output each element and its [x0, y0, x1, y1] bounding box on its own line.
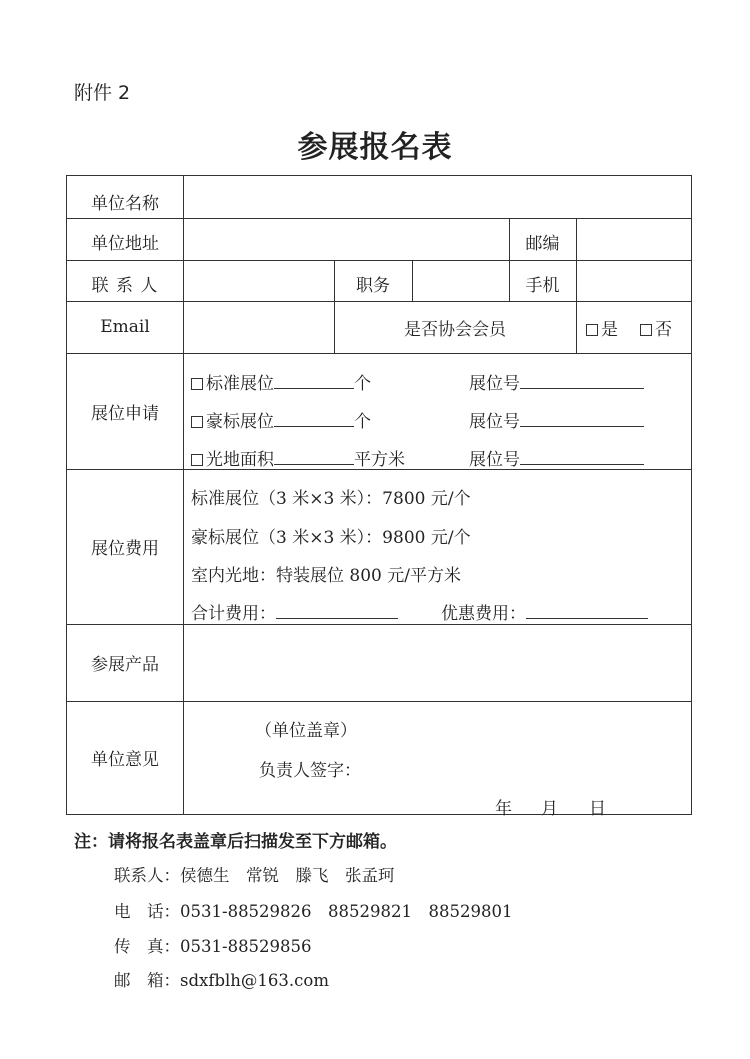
quantity-blank[interactable] [274, 370, 354, 389]
no-label: 否 [655, 319, 672, 340]
checkbox-icon[interactable] [191, 378, 203, 390]
date-month: 月 [541, 799, 558, 819]
member-yes-checkbox[interactable] [586, 315, 618, 340]
contact-label: 传 真： [114, 937, 180, 956]
email-link[interactable]: sdxfblh@163.com [180, 971, 329, 990]
fee-total-blank[interactable] [276, 600, 398, 619]
booth-number-label: 展位号 [469, 450, 520, 470]
label-booth-apply: 展位申请 [91, 403, 159, 424]
checkbox-icon[interactable] [191, 416, 203, 428]
contact-line-fax [114, 933, 312, 957]
checkbox-icon [586, 324, 598, 336]
booth-option-deluxe [191, 407, 371, 432]
date-year: 年 [495, 799, 512, 819]
seal-note: （单位盖章） [255, 721, 357, 741]
label-booth-fee: 展位费用 [91, 539, 159, 559]
contact-value: 0531-88529826 88529821 88529801 [180, 902, 513, 921]
checkbox-icon [640, 324, 652, 336]
fee-total [191, 599, 398, 624]
checkbox-icon[interactable] [191, 454, 203, 466]
booth-number-label: 展位号 [469, 374, 520, 394]
position-field[interactable] [413, 260, 509, 301]
postcode-field[interactable] [577, 218, 691, 260]
booth-number-deluxe [469, 407, 644, 432]
fee-standard: 标准展位（3 米×3 米）：7800 元/个 [191, 489, 471, 509]
fee-discount-label: 优惠费用： [441, 604, 526, 624]
contact-label: 电 话： [114, 902, 180, 921]
booth-option-raw-space [191, 445, 405, 470]
fee-discount [441, 599, 648, 624]
booth-number-raw-space [469, 445, 644, 470]
date-day: 日 [589, 799, 606, 819]
booth-number-label: 展位号 [469, 412, 520, 432]
fee-deluxe: 豪标展位（3 米×3 米）：9800 元/个 [191, 528, 471, 548]
mobile-field[interactable] [577, 260, 691, 301]
member-no-checkbox[interactable] [640, 315, 672, 340]
label-mobile: 手机 [525, 276, 560, 296]
contact-label: 联系人： [114, 866, 180, 885]
booth-number-standard [469, 369, 644, 394]
products-field[interactable] [184, 624, 691, 701]
member-choice [586, 301, 686, 353]
booth-option-label: 光地面积 [206, 450, 274, 470]
contact-person-field[interactable] [184, 260, 334, 301]
label-unit-name: 单位名称 [91, 193, 159, 214]
contact-label: 邮 箱： [114, 971, 180, 990]
email-field[interactable] [184, 301, 334, 353]
booth-option-label: 标准展位 [206, 374, 274, 394]
label-postcode: 邮编 [525, 234, 560, 254]
booth-number-blank[interactable] [520, 446, 644, 465]
label-unit-address: 单位地址 [91, 234, 159, 254]
contact-value: 0531-88529856 [180, 937, 312, 956]
label-email: Email [100, 317, 150, 337]
booth-number-blank[interactable] [520, 408, 644, 427]
contact-line-phone [114, 898, 513, 922]
fee-raw-space: 室内光地：特装展位 800 元/平方米 [191, 566, 461, 586]
registration-form-table [66, 175, 692, 819]
submission-note: 注：请将报名表盖章后扫描发至下方邮箱。 [74, 832, 397, 852]
booth-option-standard [191, 369, 371, 394]
fee-total-label: 合计费用： [191, 604, 276, 624]
label-opinion: 单位意见 [91, 750, 159, 770]
attachment-label: 附件 2 [74, 82, 131, 104]
yes-label: 是 [601, 319, 618, 340]
booth-unit: 个 [354, 374, 371, 394]
label-position: 职务 [356, 276, 390, 296]
label-is-member: 是否协会会员 [404, 319, 506, 340]
column-divider [576, 301, 577, 354]
form-title: 参展报名表 [297, 130, 453, 165]
unit-address-field[interactable] [184, 218, 509, 260]
signature-label[interactable]: 负责人签字： [259, 761, 361, 781]
fee-discount-blank[interactable] [526, 600, 648, 619]
unit-name-field[interactable] [184, 176, 691, 218]
booth-number-blank[interactable] [520, 370, 644, 389]
booth-option-label: 豪标展位 [206, 412, 274, 432]
booth-unit: 个 [354, 412, 371, 432]
area-blank[interactable] [274, 446, 354, 465]
label-products: 参展产品 [91, 655, 159, 675]
contact-value: 侯德生 常锐 滕飞 张孟珂 [180, 866, 395, 885]
label-contact-person: 联 系 人 [91, 276, 159, 296]
booth-unit: 平方米 [354, 450, 405, 470]
quantity-blank[interactable] [274, 408, 354, 427]
contact-line-email [114, 967, 329, 991]
contact-line-persons [114, 862, 395, 886]
